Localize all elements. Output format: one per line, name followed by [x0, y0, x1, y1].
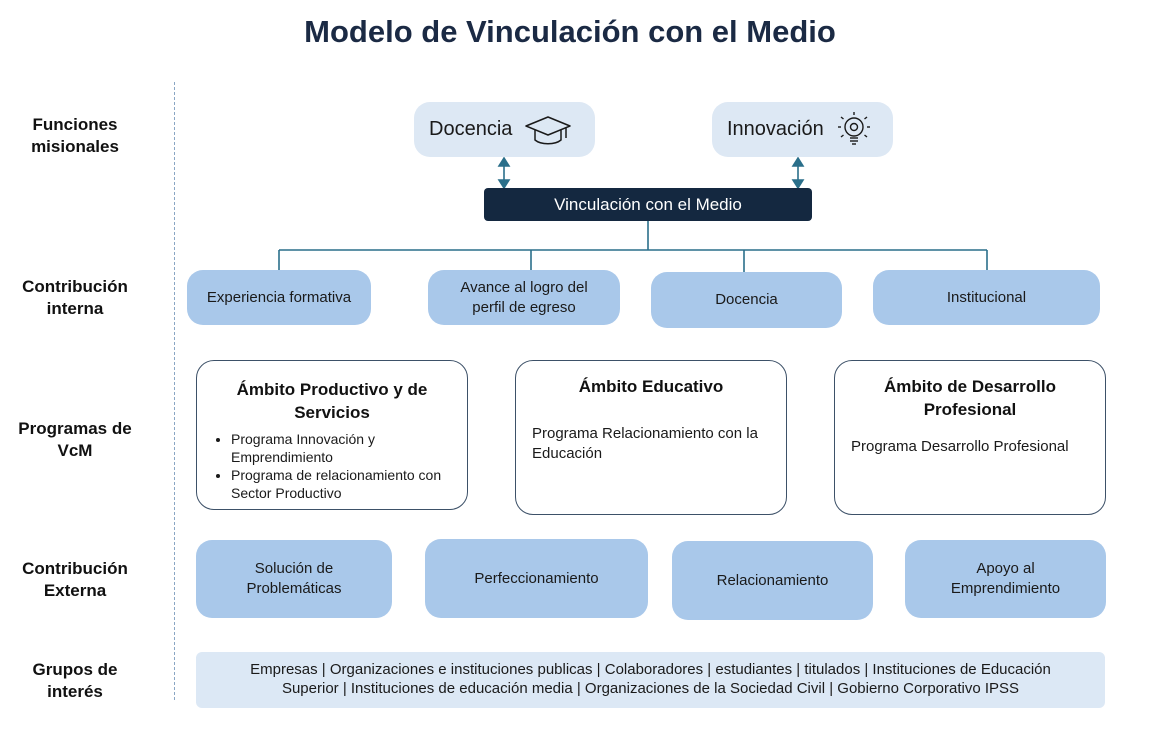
box-text-line: Institucional: [946, 288, 1027, 306]
box-text-line: Emprendimiento: [950, 580, 1061, 597]
heading-line: Ámbito Educativo: [578, 377, 724, 396]
row-label-line: interna: [46, 299, 104, 318]
box-text-line: Experiencia formativa: [206, 288, 352, 306]
list-item: • Programa Innovación y Emprendimiento: [231, 430, 451, 466]
grupos-line: Empresas | Organizaciones e instituciones publicas | Colaboradores | estudiantes | titulados | Instituciones de Educación: [250, 661, 1051, 678]
row-label-line: misionales: [31, 137, 119, 156]
row-label-line: Contribución: [22, 559, 128, 578]
row-label-line: interés: [47, 682, 103, 701]
heading-line: Ámbito de Desarrollo: [884, 377, 1056, 396]
grupos-interes-box: [196, 652, 1105, 708]
docencia-box: [414, 102, 595, 157]
interna-experiencia: [187, 270, 371, 325]
programa-text: Programa Relacionamiento con la Educación: [532, 425, 758, 462]
heading-line: Ámbito Productivo y de: [236, 380, 428, 399]
arrow-head: [793, 158, 803, 166]
lightbulb-icon: [836, 110, 872, 150]
programa-heading: [851, 375, 1089, 421]
box-text-line: Apoyo al: [976, 560, 1035, 577]
row-label-line: Externa: [43, 581, 107, 600]
arrow-head: [793, 180, 803, 188]
heading-line: Servicios: [294, 403, 370, 422]
box-text-line: Solución de: [254, 560, 334, 577]
externa-perfeccionamiento: [425, 539, 648, 618]
page-title: Modelo de Vinculación con el Medio: [304, 14, 836, 49]
programa-heading: [532, 375, 770, 398]
innovacion-label: Innovación: [727, 118, 824, 140]
programa-text: Programa Desarrollo Profesional: [851, 438, 1069, 455]
row-label-line: Programas de: [18, 419, 132, 438]
heading-line: Profesional: [923, 400, 1017, 419]
box-text-line: Problemáticas: [246, 580, 342, 597]
interna-perfil-egreso: [428, 270, 620, 325]
row-label-line: Contribución: [22, 277, 128, 296]
innovacion-box: [712, 102, 893, 157]
programa-desarrollo: [834, 360, 1106, 515]
vcm-box: Vinculación con el Medio: [484, 188, 812, 221]
list-item: • Programa de relacionamiento con Sector Productivo: [231, 466, 451, 502]
box-text-line: Docencia: [715, 291, 778, 308]
row-label-line: VcM: [57, 441, 93, 460]
programa-productivo: [196, 360, 468, 510]
externa-emprendimiento: [905, 540, 1106, 618]
row-label-line: Funciones: [32, 115, 118, 134]
box-text-line: perfil de egreso: [472, 298, 576, 316]
docencia-label: Docencia: [429, 118, 513, 140]
interna-institucional: [873, 270, 1100, 325]
box-text-line: Avance al logro del: [460, 278, 588, 296]
grupos-line: Superior | Instituciones de educación media | Organizaciones de la Sociedad Civil | Gobierno Corporativo IPSS: [281, 680, 1020, 697]
row-label-line: Grupos de: [32, 660, 118, 679]
externa-relacionamiento: [672, 541, 873, 620]
programa-educativo: [515, 360, 787, 515]
box-text-line: Relacionamiento: [716, 571, 829, 589]
arrow-head: [499, 180, 509, 188]
programa-heading: [213, 378, 451, 424]
externa-solucion: [196, 540, 392, 618]
arrow-head: [499, 158, 509, 166]
box-text-line: Perfeccionamiento: [474, 569, 599, 587]
programa-list: [213, 430, 451, 502]
graduation-cap-icon: [524, 114, 572, 146]
interna-docencia: [651, 272, 842, 328]
